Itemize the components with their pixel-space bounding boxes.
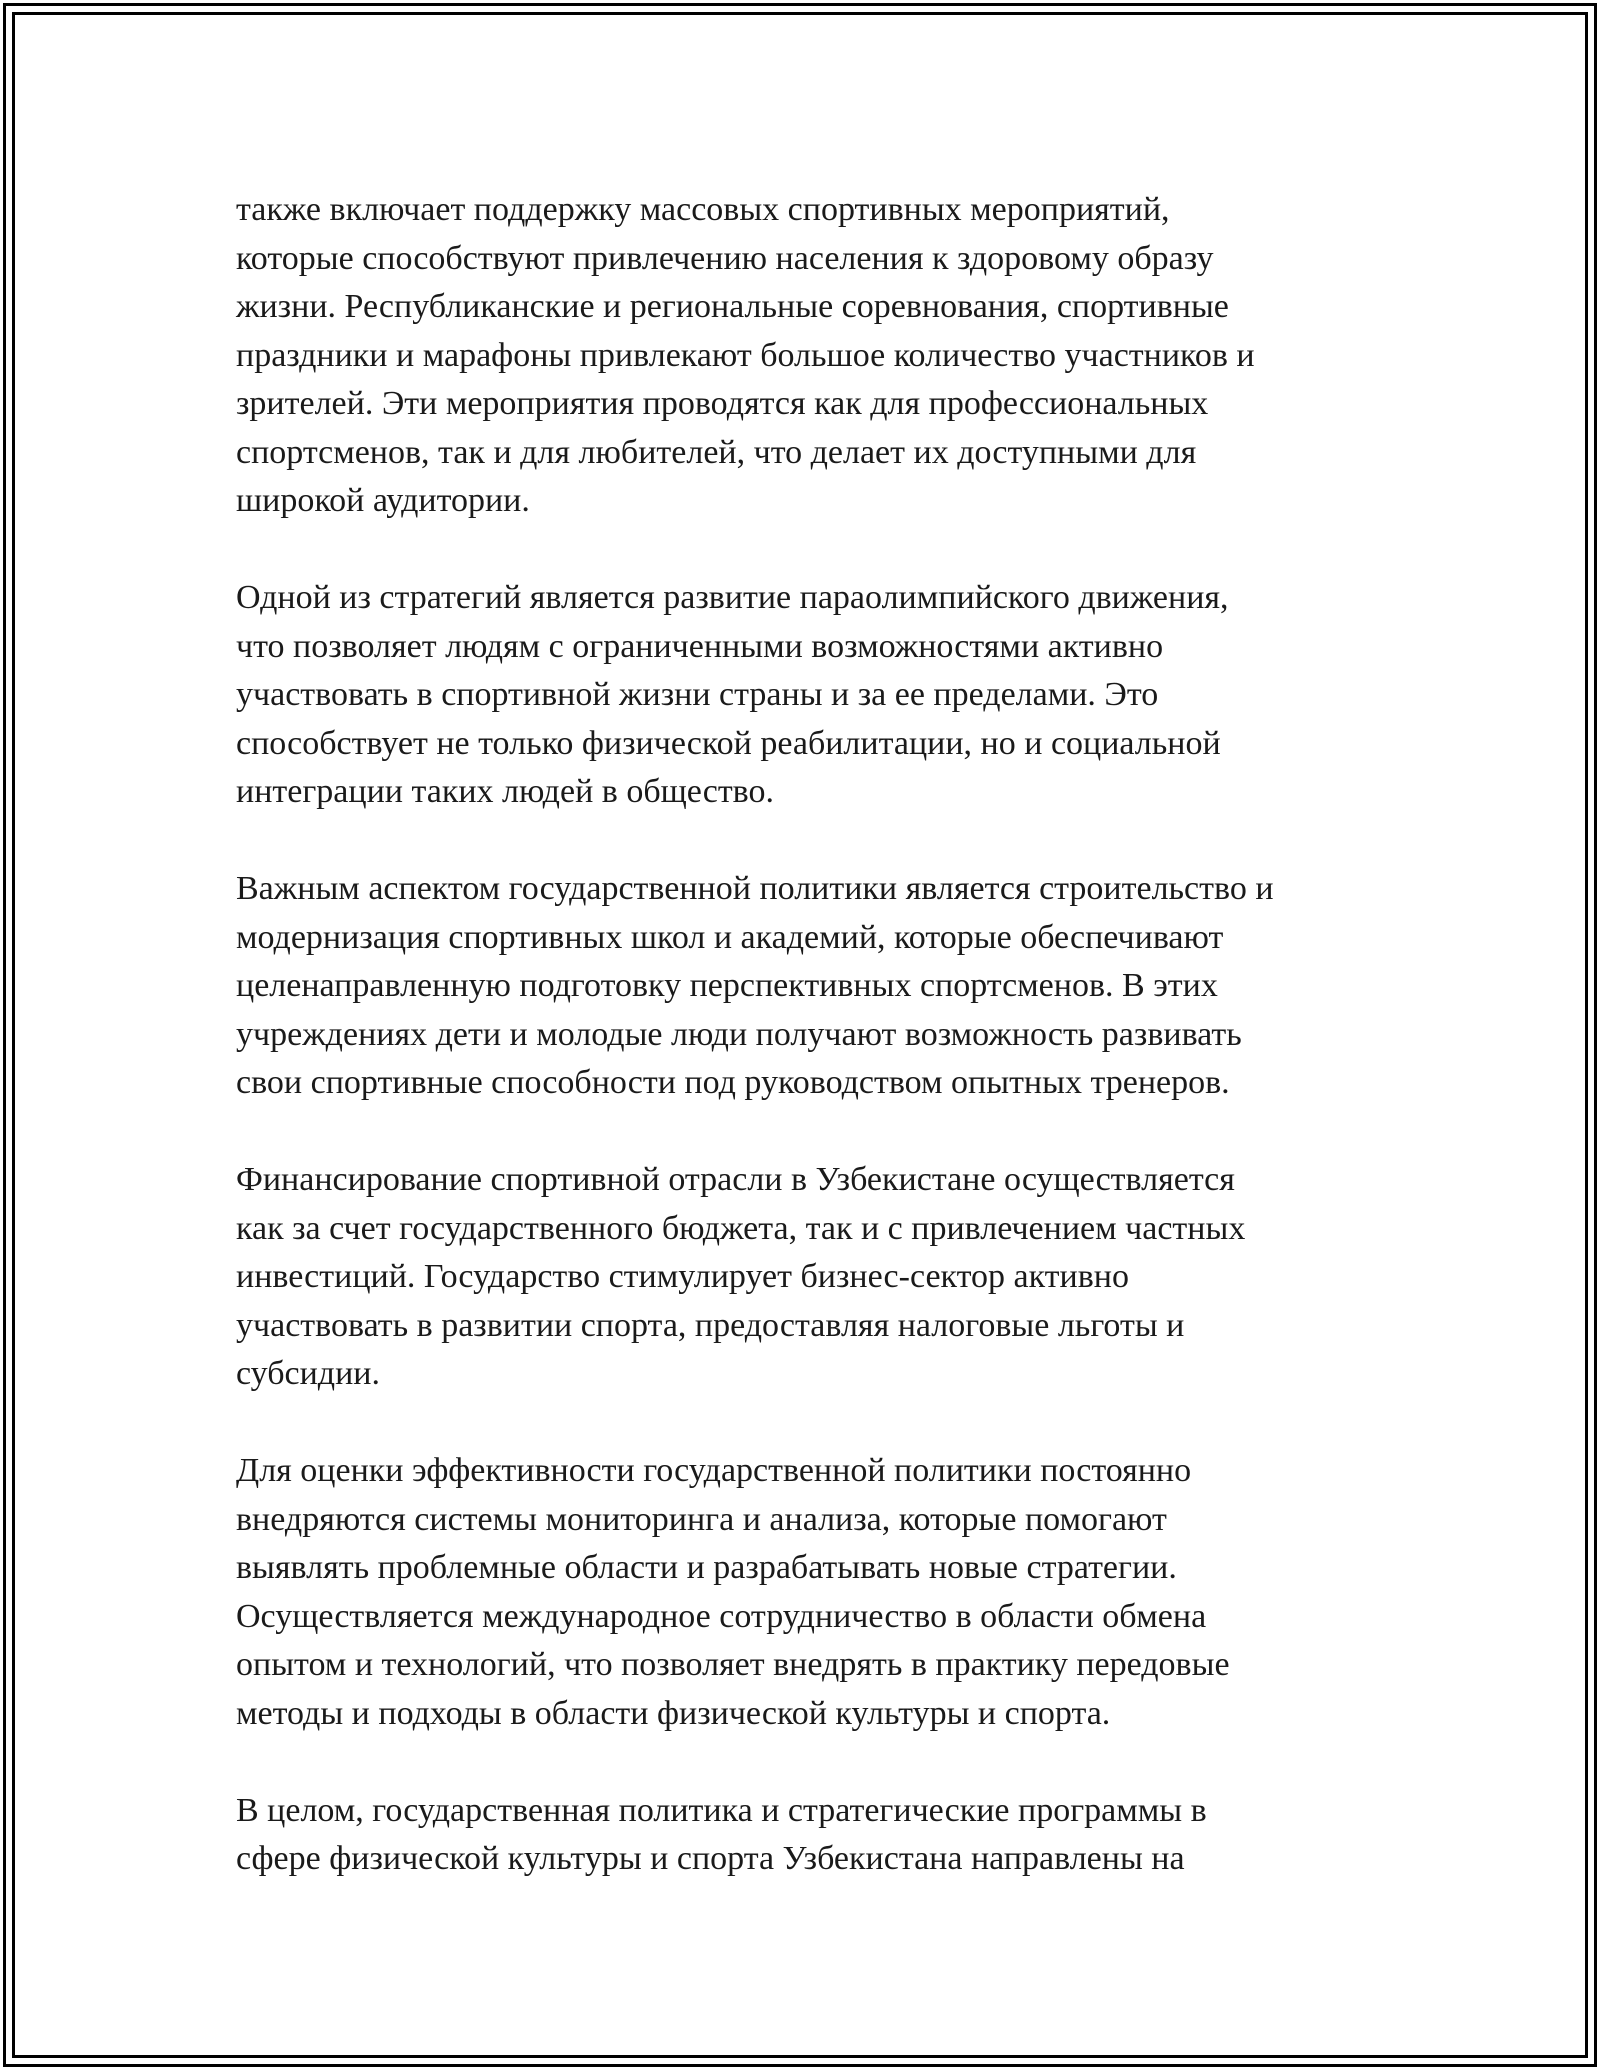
text-line: участвовать в развитии спорта, предоставляя налоговые льготы и	[236, 1306, 1185, 1344]
text-line: зрителей. Эти мероприятия проводятся как для профессиональных	[236, 385, 1209, 422]
text-line: праздники и марафоны привлекают большое количество участников и	[236, 336, 1255, 374]
text-line: выявлять проблемные области и разрабатывать новые стратегии.	[236, 1549, 1177, 1586]
text-line: учреждениях дети и молодые люди получают возможность развивать	[236, 1015, 1242, 1053]
text-line: Важным аспектом государственной политики является строительство и	[236, 870, 1274, 907]
text-line: Осуществляется международное сотрудничество в области обмена	[236, 1597, 1207, 1635]
text-line: сфере физической культуры и спорта Узбекистана направлены на	[236, 1840, 1185, 1877]
text-line: внедряются системы мониторинга и анализа, которые помогают	[236, 1500, 1167, 1538]
paragraph	[236, 1447, 1386, 1738]
text-line: участвовать в спортивной жизни страны и за ее пределами. Это	[236, 676, 1159, 713]
text-line: Для оценки эффективности государственной политики постоянно	[236, 1452, 1192, 1489]
text-line: инвестиций. Государство стимулирует бизнес-сектор активно	[236, 1258, 1129, 1295]
text-line: которые способствуют привлечению населения к здоровому образу	[236, 239, 1214, 277]
text-line: Финансирование спортивной отрасли в Узбекистане осуществляется	[236, 1161, 1235, 1198]
text-line: Одной из стратегий является развитие параолимпийского движения,	[236, 579, 1229, 616]
paragraph	[236, 186, 1386, 526]
text-line: опытом и технологий, что позволяет внедрять в практику передовые	[236, 1646, 1230, 1683]
text-line: субсидии.	[236, 1355, 380, 1392]
document-body	[236, 186, 1386, 1932]
text-line: модернизация спортивных школ и академий, которые обеспечивают	[236, 918, 1224, 956]
paragraph	[236, 1787, 1386, 1884]
text-line: способствует не только физической реабилитации, но и социальной	[236, 724, 1221, 762]
text-line: как за счет государственного бюджета, так и с привлечением частных	[236, 1209, 1246, 1247]
paragraph	[236, 1156, 1386, 1399]
text-line: также включает поддержку массовых спортивных мероприятий,	[236, 191, 1170, 228]
text-line: В целом, государственная политика и стратегические программы в	[236, 1791, 1207, 1829]
paragraph	[236, 574, 1386, 817]
text-line: широкой аудитории.	[236, 482, 530, 519]
text-line: методы и подходы в области физической культуры и спорта.	[236, 1694, 1111, 1732]
text-line: целенаправленную подготовку перспективных спортсменов. В этих	[236, 967, 1218, 1004]
text-line: интеграции таких людей в общество.	[236, 773, 775, 810]
paragraph	[236, 865, 1386, 1108]
text-line: что позволяет людям с ограниченными возможностями активно	[236, 627, 1164, 665]
text-line: спортсменов, так и для любителей, что делает их доступными для	[236, 433, 1197, 471]
text-line: жизни. Республиканские и региональные соревнования, спортивные	[236, 288, 1229, 325]
text-line: свои спортивные способности под руководством опытных тренеров.	[236, 1064, 1230, 1101]
